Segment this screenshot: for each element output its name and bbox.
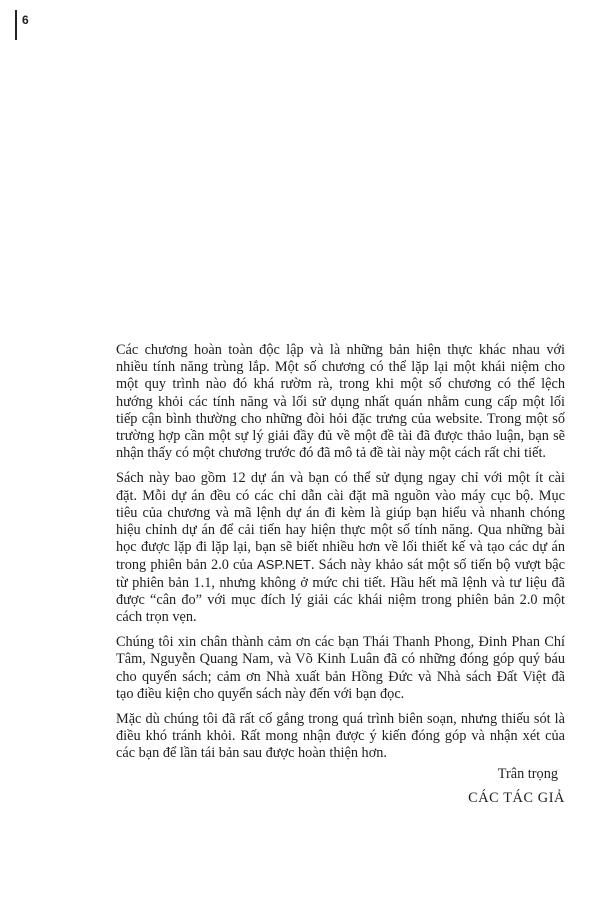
text-line: Tâm, Nguyễn Quang Nam, và Võ Kinh Luân đã có những đóng góp quý báu bbox=[116, 651, 565, 668]
signature-regards: Trân trọng bbox=[497, 766, 558, 782]
text-line: học được lặp đi lặp lại, bạn sẽ biết nhiều hơn về lối thiết kế và tạo các dự án bbox=[116, 539, 565, 556]
text-line: được “cân đo” với mục đích lý giải các khái niệm trong phiên bản 2.0 một bbox=[116, 591, 565, 608]
text-line: cho quyển sách; cảm ơn Nhà xuất bản Hồng Đức và Nhà sách Đất Việt đã bbox=[116, 668, 565, 685]
paragraph-intro bbox=[116, 342, 565, 462]
text-line: đặt. Mỗi dự án đều có các chỉ dẫn cài đặt mã nguồn vào máy cục bộ. Mục bbox=[116, 487, 565, 504]
text-line: hướng khỏi các tính năng và lối sử dụng nhất quán nhằm cung cấp một lối bbox=[116, 393, 565, 410]
text-line: tiếp cận bình thường cho những đòi hỏi đặc trưng của website. Trong một số bbox=[116, 410, 565, 427]
inline-code-term: ASP.NET bbox=[257, 557, 311, 573]
text-line: nhận thấy có một chương trước đó đã mô tả đề tài này một cách rất chi tiết. bbox=[116, 445, 547, 462]
body-text bbox=[116, 342, 565, 771]
text-line: cách trọn vẹn. bbox=[116, 609, 197, 626]
text-line: Sách này bao gồm 12 dự án và bạn có thể sử dụng ngay chỉ với một ít cài bbox=[116, 470, 565, 487]
text-line: từ phiên bản 1.1, nhưng không ở mức chi tiết. Hầu hết mã lệnh và tư liệu đã bbox=[116, 574, 565, 591]
text-line: các bạn để lần tái bản sau được hoàn thiện hơn. bbox=[116, 745, 387, 762]
text-line: trong phiên bản 2.0 của ASP.NET. Sách này khảo sát một số tiến bộ vượt bậc bbox=[116, 557, 565, 574]
text-line: Mặc dù chúng tôi đã rất cố gắng trong quá trình biên soạn, nhưng thiếu sót là bbox=[116, 711, 565, 728]
paragraph-closing bbox=[116, 711, 565, 763]
paragraph-acknowledgements bbox=[116, 634, 565, 703]
text-line: tạo điều kiện cho quyển sách này đến với bạn đọc. bbox=[116, 685, 405, 702]
page-number: 6 bbox=[22, 13, 29, 27]
text-line: Các chương hoàn toàn độc lập và là những bản hiện thực khác nhau với bbox=[116, 342, 565, 358]
paragraph-book-contents bbox=[116, 470, 565, 626]
text-line: nhiều tính năng trùng lắp. Một số chương có thể lặp lại một khái niệm cho bbox=[116, 359, 565, 376]
text-line: điều khó tránh khỏi. Rất mong nhận được ý kiến đóng góp và nhận xét của bbox=[116, 728, 565, 745]
text-line: Chúng tôi xin chân thành cảm ơn các bạn Thái Thanh Phong, Đinh Phan Chí bbox=[116, 634, 565, 651]
text-line: hiệu chỉnh dự án để cải tiến hay hiện thực một số tính năng. Qua những bài bbox=[116, 522, 565, 539]
text-line: trường hợp cần một sự lý giải đầy đủ về một đề tài đã được thảo luận, bạn sẽ bbox=[116, 428, 565, 445]
page-number-divider bbox=[15, 10, 17, 40]
text-line: một quy trình nào đó khá rườm rà, trong khi một số chương có thể lệch bbox=[116, 376, 565, 393]
signature-authors: CÁC TÁC GIẢ bbox=[468, 790, 565, 806]
text-line: tiêu của chương và mã lệnh dự án đi kèm là giúp bạn hiểu và nhanh chóng bbox=[116, 504, 565, 521]
